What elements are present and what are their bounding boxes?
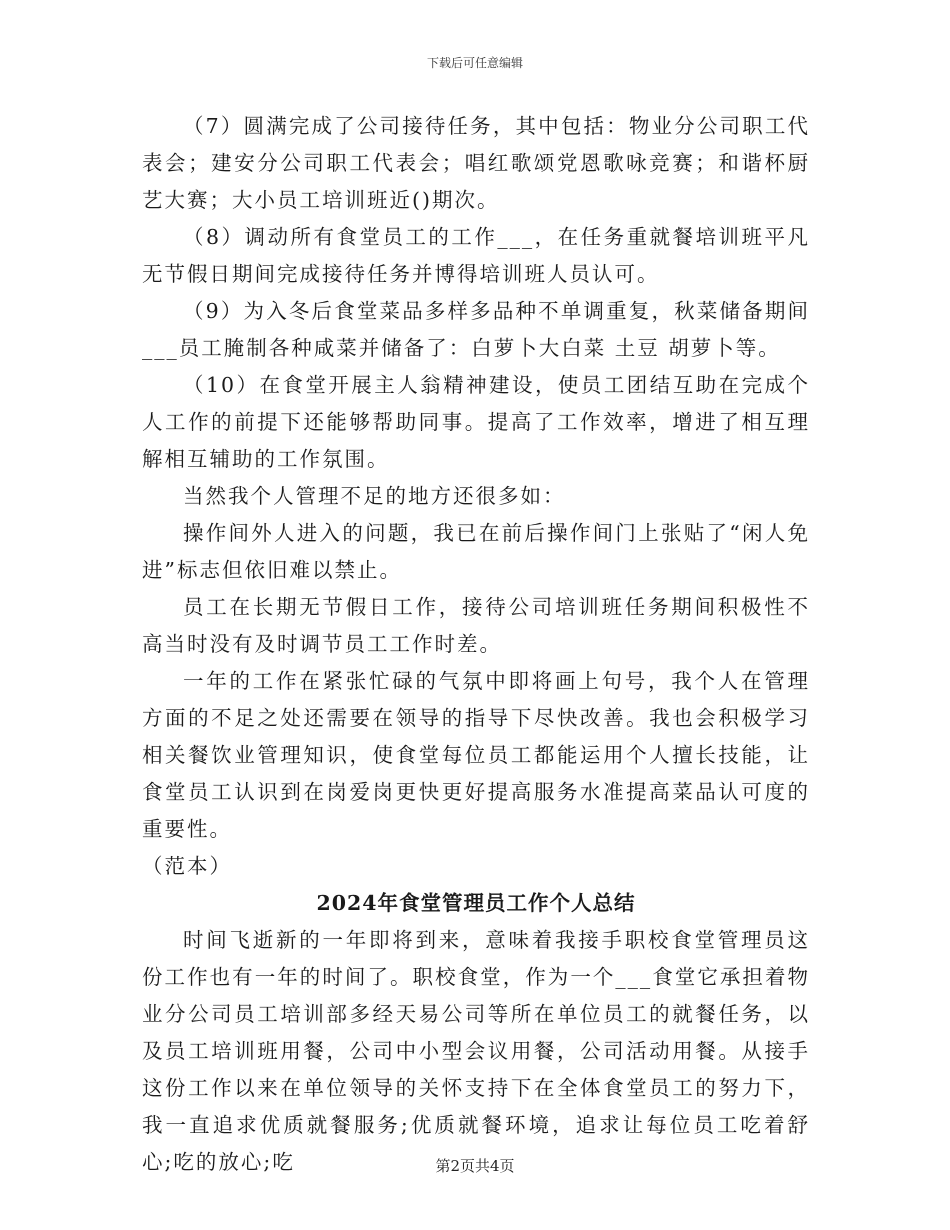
sample-note: （范本） [142,854,232,878]
document-body [142,108,810,1181]
paragraph-item-10: （10）在食堂开展主人翁精神建设，使员工团结互助在完成个人工作的前提下还能够帮助同事。提高了工作效率，增进了相互理解相互辅助的工作氛围。 [142,373,810,471]
paragraph-section-intro: 时间飞逝新的一年即将到来，意味着我接手职校食堂管理员这份工作也有一年的时间了。职校食堂，作为一个___食堂它承担着物业分公司员工培训部多经天易公司等所在单位员工的就餐任务，以及员工培训班用餐，公司中小型会议用餐，公司活动用餐。从接手这份工作以来在单位领导的关怀支持下在全体食堂员工的努力下，我一直追求优质就餐服务;优质就餐环境，追求让每位员工吃着舒心;吃的放心;吃 [142,928,810,1174]
section-title: 2024年食堂管理员工作个人总结 [316,891,636,915]
paragraph-shortcoming-2: 员工在长期无节假日工作，接待公司培训班任务期间积极性不高当时没有及时调节员工工作时差。 [142,595,810,656]
paragraph-shortcomings-intro: 当然我个人管理不足的地方还很多如： [183,484,566,508]
paragraph-item-7: （7）圆满完成了公司接待任务，其中包括：物业分公司职工代表会；建安分公司职工代表会；唱红歌颂党恩歌咏竞赛；和谐杯厨艺大赛；大小员工培训班近()期次。 [142,114,810,212]
paragraph-item-9: （9）为入冬后食堂菜品多样多品种不单调重复，秋菜储备期间___员工腌制各种咸菜并储备了：白萝卜大白菜 土豆 胡萝卜等。 [142,299,810,360]
page-indicator: 第2页共4页 [435,1157,515,1175]
paragraph-item-8: （8）调动所有食堂员工的工作___，在任务重就餐培训班平凡无节假日期间完成接待任务并博得培训班人员认可。 [142,225,810,286]
paragraph-conclusion: 一年的工作在紧张忙碌的气氛中即将画上句号，我个人在管理方面的不足之处还需要在领导的指导下尽快改善。我也会积极学习相关餐饮业管理知识，使食堂每位员工都能运用个人擅长技能，让食堂员工认识到在岗爱岗更快更好提高服务水准提高菜品认可度的重要性。 [142,669,810,841]
paragraph-shortcoming-1: 操作间外人进入的问题，我已在前后操作间门上张贴了“闲人免进”标志但依旧难以禁止。 [142,521,810,582]
header-note: 下载后可任意编辑 [426,56,523,70]
